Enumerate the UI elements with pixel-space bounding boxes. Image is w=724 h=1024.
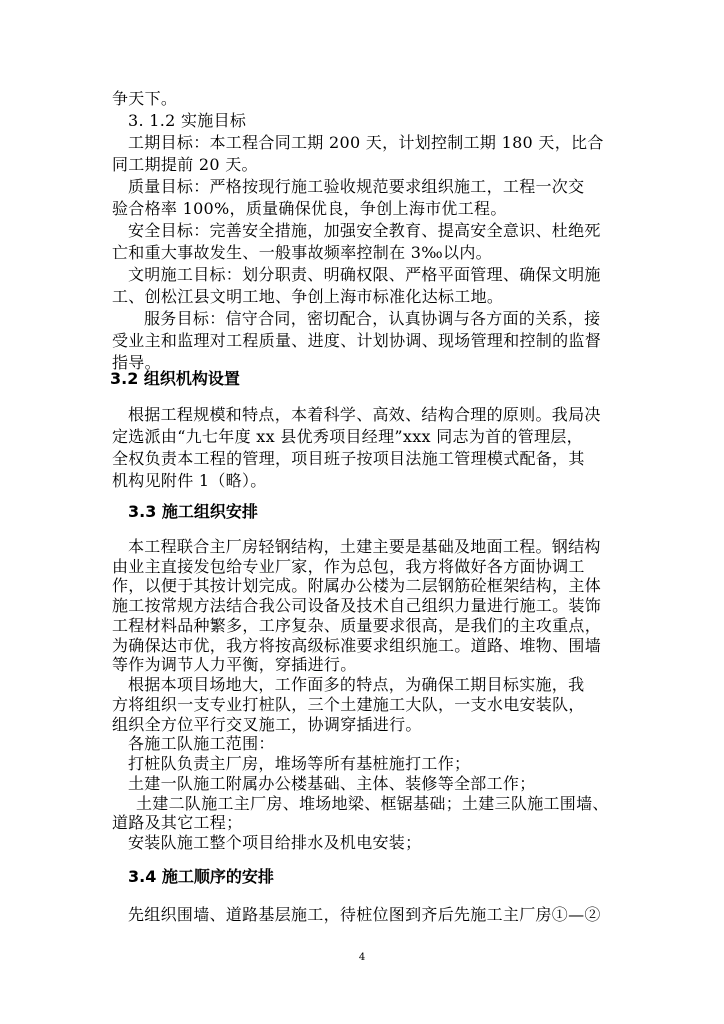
text-line: 工、创松江县文明工地、争创上海市标准化达标工地。 [112,287,504,306]
text-line: 根据工程规模和特点，本着科学、高效、结构合理的原则。我局决 [128,405,601,424]
text-line: 先组织围墙、道路基层施工，待桩位图到齐后先施工主厂房①—② [128,905,601,924]
text-line: 土建二队施工主厂房、堆场地梁、框锯基础；土建三队施工围墙、 [136,794,609,813]
text-line: 安全目标：完善安全措施，加强安全教育、提高安全意识、杜绝死 [128,221,601,240]
text-line: 安装队施工整个项目给排水及机电安装； [128,833,422,852]
text-line: 根据本项目场地大，工作面多的特点，为确保工期目标实施，我 [128,675,585,694]
section-heading-3-3: 3.3 施工组织安排 [128,502,258,521]
text-line: 土建一队施工附属办公楼基础、主体、装修等全部工作； [128,774,536,793]
section-heading-3-4: 3.4 施工顺序的安排 [128,867,274,886]
text-line: 本工程联合主厂房轻钢结构，土建主要是基础及地面工程。钢结构 [128,537,601,556]
text-line: 施工按常规方法结合我公司设备及技术自己组织力量进行施工。装饰 [112,596,602,615]
text-line: 受业主和监理对工程质量、进度、计划协调、现场管理和控制的监督 [112,331,602,350]
subsection-title: 3. 1.2 实施目标 [128,111,247,130]
text-line: 服务目标：信守合同，密切配合，认真协调与各方面的关系，接 [144,309,601,328]
text-line: 道路及其它工程； [112,813,243,832]
text-line: 等作为调节人力平衡，穿插进行。 [112,655,357,674]
text-line: 亡和重大事故发生、一般事故频率控制在 3‰以内。 [112,243,492,262]
text-line: 同工期提前 20 天。 [112,155,258,174]
text-line: 争天下。 [112,89,178,108]
text-line: 文明施工目标：划分职责、明确权限、严格平面管理、确保文明施 [128,265,601,284]
page-number: 4 [358,952,366,963]
text-line: 指导。 [112,353,161,372]
text-line: 验合格率 100%，质量确保优良，争创上海市优工程。 [112,199,507,218]
text-line: 作，以便于其按计划完成。附属办公楼为二层钢筋砼框架结构，主体 [112,576,602,595]
text-line: 机构见附件 1（略）。 [112,471,267,490]
text-line: 质量目标：严格按现行施工验收规范要求组织施工，工程一次交 [128,177,585,196]
text-line: 组织全方位平行交叉施工，协调穿插进行。 [112,715,422,734]
text-line: 工期目标：本工程合同工期 200 天，计划控制工期 180 天，比合 [128,133,604,152]
text-line: 为确保达市优，我方将按高级标准要求组织施工。道路、堆物、围墙 [112,636,602,655]
text-line: 工程材料品种繁多，工序复杂、质量要求很高，是我们的主攻重点， [112,616,602,635]
text-line: 打桩队负责主厂房，堆场等所有基桩施打工作； [128,754,471,773]
text-line: 全权负责本工程的管理，项目班子按项目法施工管理模式配备，其 [112,449,585,468]
text-line: 各施工队施工范围： [128,734,275,753]
section-heading-3-2: 3.2 组织机构设置 [110,369,240,388]
text-line: 方将组织一支专业打桩队，三个土建施工大队，一支水电安装队， [112,695,585,714]
text-line: 定选派由“九七年度 xx 县优秀项目经理”xxx 同志为首的管理层， [112,427,583,446]
text-line: 由业主直接发包给专业厂家，作为总包，我方将做好各方面协调工 [112,557,585,576]
